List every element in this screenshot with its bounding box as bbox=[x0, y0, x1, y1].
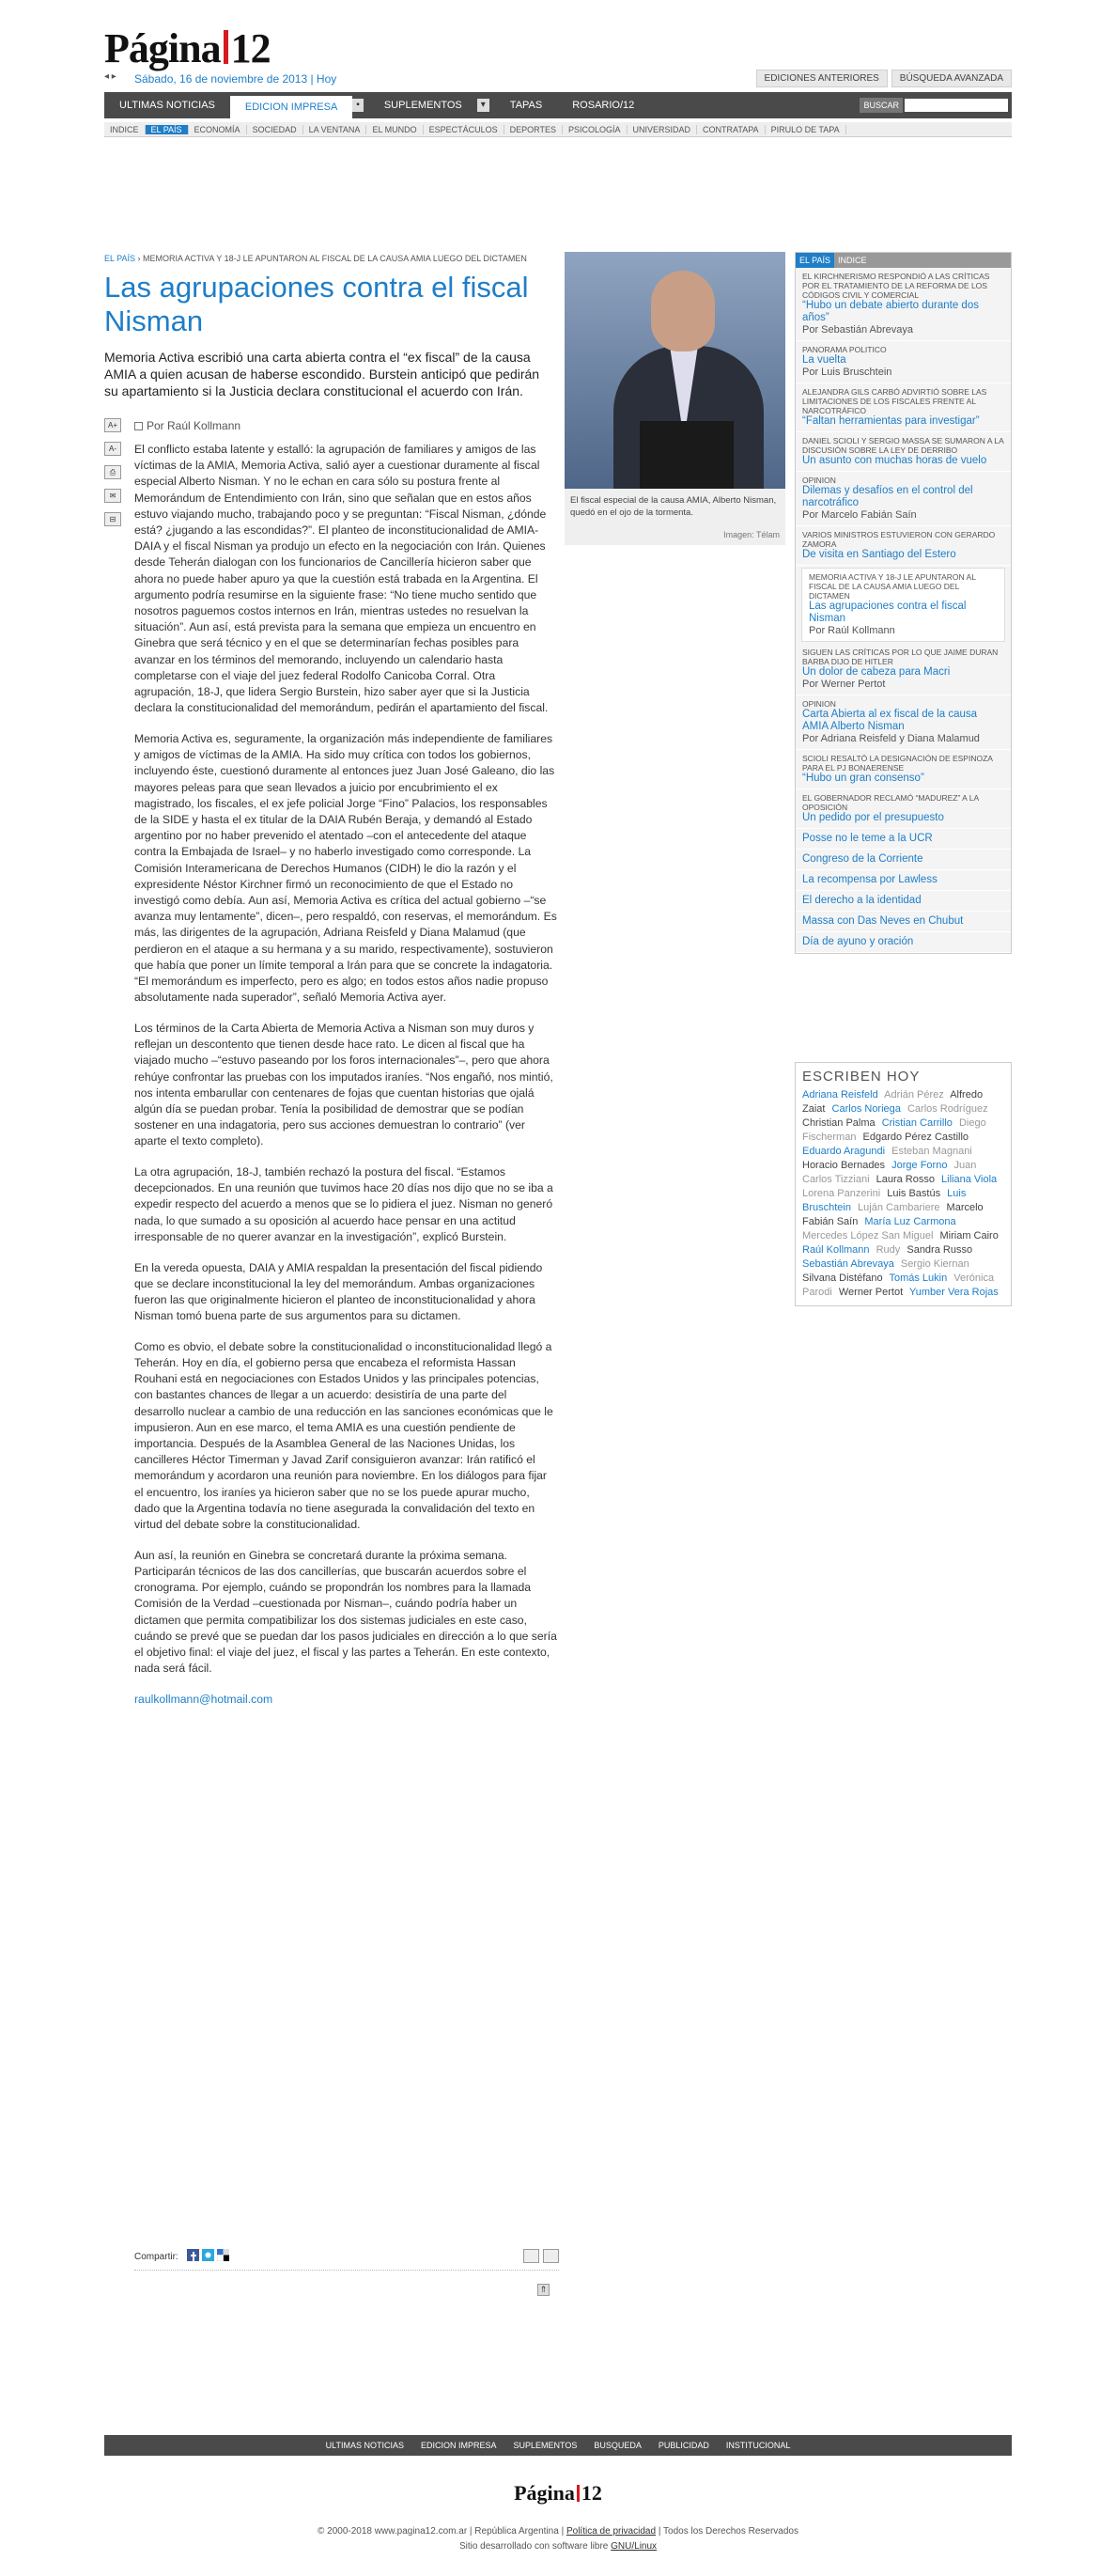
writer-link[interactable]: Adriana Reisfeld bbox=[802, 1089, 878, 1101]
section-index-sidebar bbox=[795, 252, 1012, 954]
footer-suplementos[interactable]: SUPLEMENTOS bbox=[513, 2441, 578, 2450]
sidebar-item bbox=[796, 912, 1011, 932]
sidebar-item-kicker: SCIOLI RESALTÓ LA DESIGNACIÓN DE ESPINOZA PARA EL PJ BONAERENSE bbox=[802, 754, 993, 773]
sidebar-item bbox=[796, 870, 1011, 891]
section-espectaculos[interactable]: ESPECTÁCULOS bbox=[424, 125, 504, 134]
sidebar-item-link[interactable]: El derecho a la identidad bbox=[802, 895, 922, 906]
sidebar-item bbox=[796, 789, 1011, 829]
expand-icon[interactable]: ▪ bbox=[352, 99, 364, 112]
article-body bbox=[134, 442, 557, 1708]
escriben-hoy-box bbox=[795, 1062, 1012, 1306]
writer-link[interactable]: Miriam Cairo bbox=[939, 1230, 999, 1241]
breadcrumb bbox=[104, 254, 527, 263]
sidebar-item-author: Por Luis Bruschtein bbox=[802, 367, 892, 378]
sidebar-item-kicker: EL GOBERNADOR RECLAMÓ “MADUREZ” A LA OPOSICIÓN bbox=[802, 793, 979, 812]
writer-link[interactable]: Christian Palma bbox=[802, 1117, 876, 1129]
photo-podium bbox=[640, 421, 734, 489]
section-la-ventana[interactable]: LA VENTANA bbox=[303, 125, 367, 134]
sidebar-item bbox=[796, 341, 1011, 383]
gnu-link[interactable]: GNU/Linux bbox=[611, 2541, 658, 2552]
sidebar-item-link[interactable]: “Hubo un debate abierto durante dos años” bbox=[802, 300, 979, 323]
article-paragraph: Los términos de la Carta Abierta de Memoria Activa a Nisman son muy duros y reflejan un descontento que tienen desde hace rato. Le dicen al fiscal que ha viajado mucho –“estuvo paseando por los foros internacionales”–, pero que ahora rehúye confrontar las pruebas con los imputados iraníes. “Nos engañó, nos mintió, nos intenta embarullar con centenares de fojas que cuentan historias que ojalá algún día se puedan probar. Tenía la posibilidad de demostrar que se podían sostener en una indagatoria, pero sus acciones demuestran lo contrario” (ver aparte el texto completo). bbox=[134, 1021, 553, 1148]
pdf-icon[interactable]: ⊟ bbox=[104, 512, 121, 526]
site-logo[interactable] bbox=[104, 24, 271, 72]
sidebar-item-link[interactable]: Posse no le teme a la UCR bbox=[802, 833, 933, 844]
sidebar-item-kicker: EL KIRCHNERISMO RESPONDIÓ A LAS CRÍTICAS POR EL TRATAMIENTO DE LA REFORMA DE LOS CÓDIGOS CIVIL Y COMERCIAL bbox=[802, 272, 990, 300]
sidebar-item-kicker: OPINION bbox=[802, 476, 836, 485]
logo-number: 12 bbox=[230, 25, 271, 71]
sidebar-item bbox=[796, 268, 1011, 341]
sidebar-item bbox=[796, 850, 1011, 870]
sidebar-item-author: Por Werner Pertot bbox=[802, 679, 886, 690]
share-bar bbox=[134, 2246, 559, 2271]
email-icon[interactable] bbox=[543, 2249, 559, 2263]
writer-link[interactable]: Eduardo Aragundi bbox=[802, 1146, 886, 1157]
delicious-icon[interactable] bbox=[217, 2249, 229, 2261]
writer-link[interactable]: Rudy bbox=[876, 1244, 901, 1256]
sidebar-item bbox=[796, 695, 1011, 750]
footer-edicion-impresa[interactable]: EDICION IMPRESA bbox=[420, 2441, 497, 2450]
sidebar-item bbox=[796, 644, 1011, 695]
writer-link[interactable]: Esteban Magnani bbox=[891, 1146, 972, 1157]
sidebar-item-kicker: MEMORIA ACTIVA Y 18-J LE APUNTARON AL FISCAL DE LA CAUSA AMIA LUEGO DEL DICTAMEN bbox=[809, 572, 976, 601]
sidebar-item-link[interactable]: Congreso de la Corriente bbox=[802, 853, 923, 865]
article-paragraph: En la vereda opuesta, DAIA y AMIA respaldan la presentación del fiscal pidiendo que se declare inconstitucional la ley del memorándum. Ambas organizaciones fueron las que originalmente hicieron el planteo de inconstitucionalidad y ahora Nisman tomó buena parte de sus argumentos para su dictamen. bbox=[134, 1260, 543, 1323]
section-psicologia[interactable]: PSICOLOGÍA bbox=[563, 125, 628, 134]
sidebar-item-link[interactable]: Un dolor de cabeza para Macri bbox=[802, 666, 951, 678]
sidebar-item bbox=[801, 568, 1005, 642]
date-nav-arrows-icon[interactable]: ◂ ▸ bbox=[104, 71, 116, 82]
tab-el-pais[interactable]: EL PAÍS bbox=[796, 253, 834, 268]
writer-link[interactable]: Sergio Kiernan bbox=[900, 1258, 969, 1270]
writer-link[interactable]: Horacio Bernades bbox=[802, 1160, 886, 1171]
footer-logo-bar bbox=[577, 2485, 580, 2502]
search-box bbox=[856, 92, 1012, 118]
busqueda-avanzada-link[interactable]: BÚSQUEDA AVANZADA bbox=[891, 70, 1012, 87]
sidebar-item-kicker: OPINION bbox=[802, 699, 836, 709]
writer-link[interactable]: Verónica Parodi bbox=[802, 1272, 995, 1298]
writer-link[interactable]: Juan Carlos Tizziani bbox=[802, 1160, 977, 1185]
email-icon[interactable]: ✉ bbox=[104, 489, 121, 503]
article-lead: Memoria Activa escribió una carta abierta contra el “ex fiscal” de la causa AMIA a quien acusan de haberse escondido. Burstein anticipó que pedirán su apartamiento si la Justicia declara constitucional el acuerdo con Irán. bbox=[104, 350, 540, 398]
sidebar-item-kicker: DANIEL SCIOLI Y SERGIO MASSA SE SUMARON A LA DISCUSIÓN SOBRE LA LEY DE DERRIBO bbox=[802, 436, 1004, 455]
writer-link[interactable]: Luis Bruschtein bbox=[802, 1188, 967, 1213]
article-paragraph: Aun así, la reunión en Ginebra se concretará durante la próxima semana. Participarán técnicos de las dos cancillerías, que buscarán acuerdos sobre el cronograma. Por ejemplo, cuándo se propondrán los nombres para la llamada Comisión de la Verdad –cuestionada por Nisman–, cuándo podría haber un dictamen que permita compatibilizar los dos sistemas judiciales en este caso, cuándo se prevé que se puedan dar los pasos judiciales en dirección a lo que sería el objetivo final: el viaje del juez, el fiscal y las partes a Teherán. En este contexto, nada será fácil. bbox=[134, 1548, 557, 1676]
footer-institucional[interactable]: INSTITUCIONAL bbox=[725, 2441, 791, 2450]
writer-link[interactable]: Laura Rosso bbox=[876, 1174, 935, 1185]
writer-link[interactable]: Alfredo Zaiat bbox=[802, 1089, 984, 1115]
writer-link[interactable]: Werner Pertot bbox=[838, 1287, 904, 1298]
sidebar-item bbox=[796, 829, 1011, 850]
section-el-pais[interactable]: EL PAÍS bbox=[146, 125, 189, 134]
sidebar-item bbox=[796, 432, 1011, 472]
footer-publicidad[interactable]: PUBLICIDAD bbox=[658, 2441, 709, 2450]
photo-credit: Imagen: Télam bbox=[723, 530, 780, 539]
sidebar-item-author: Por Marcelo Fabián Saín bbox=[802, 509, 917, 521]
sidebar-item-link[interactable]: Un asunto con muchas horas de vuelo bbox=[802, 455, 987, 466]
nav-edicion-impresa[interactable]: EDICION IMPRESA bbox=[230, 96, 352, 118]
nav-ultimas-noticias[interactable]: ULTIMAS NOTICIAS bbox=[119, 100, 215, 111]
sidebar-item-author: Por Adriana Reisfeld y Diana Malamud bbox=[802, 733, 980, 744]
rights-text: | Todos los Derechos Reservados bbox=[658, 2526, 798, 2537]
nav-suplementos[interactable]: SUPLEMENTOS bbox=[383, 100, 462, 111]
writer-link[interactable]: Tomás Lukin bbox=[889, 1272, 948, 1284]
facebook-icon[interactable] bbox=[187, 2249, 199, 2261]
writer-link[interactable]: Yumber Vera Rojas bbox=[909, 1287, 999, 1298]
sidebar-item bbox=[796, 472, 1011, 526]
section-economia[interactable]: ECONOMÍA bbox=[189, 125, 247, 134]
writer-link[interactable]: Cristian Carrillo bbox=[881, 1117, 953, 1129]
footer-logo-number: 12 bbox=[581, 2481, 602, 2505]
writer-link[interactable]: Liliana Viola bbox=[941, 1174, 998, 1185]
logo-bar bbox=[224, 30, 228, 64]
breadcrumb-text: › MEMORIA ACTIVA Y 18-J LE APUNTARON AL FISCAL DE LA CAUSA AMIA LUEGO DEL DICTAMEN bbox=[137, 254, 527, 263]
footer-nav bbox=[104, 2435, 1012, 2456]
share-label: Compartir: bbox=[134, 2252, 178, 2262]
writer-link[interactable]: Raúl Kollmann bbox=[802, 1244, 870, 1256]
section-deportes[interactable]: DEPORTES bbox=[504, 125, 563, 134]
sidebar-item-link[interactable]: “Hubo un gran consenso” bbox=[802, 773, 924, 784]
sidebar-item-link[interactable]: Un pedido por el presupuesto bbox=[802, 812, 944, 823]
current-date[interactable]: Sábado, 16 de noviembre de 2013 | Hoy bbox=[134, 72, 337, 86]
main-nav bbox=[104, 92, 1012, 118]
sidebar-item-link[interactable]: “Faltan herramientas para investigar” bbox=[802, 415, 980, 427]
article-photo[interactable] bbox=[565, 252, 785, 489]
section-contratapa[interactable]: CONTRATAPA bbox=[697, 125, 766, 134]
writer-link[interactable]: Carlos Rodríguez bbox=[907, 1103, 988, 1115]
writer-link[interactable]: Silvana Distéfano bbox=[802, 1272, 883, 1284]
print-icon[interactable] bbox=[523, 2249, 539, 2263]
sidebar-item bbox=[796, 526, 1011, 566]
section-universidad[interactable]: UNIVERSIDAD bbox=[628, 125, 698, 134]
article-paragraph: Memoria Activa es, seguramente, la organización más independiente de familiares y amigos de víctimas de la AMIA. Ha sido muy crítica con todos los gobiernos, incluyendo éste, cuestionó duramente al entonces juez Juan José Galeano, dio las mayores peleas para que sean llevados a juicio por encubrimiento el ex magistrado, los fiscales, el ex jefe policial Jorge “Fino” Palacios, los responsables de la SIDE y hasta el ex titular de la DAIA Rubén Beraja, y demandó al Estado argentino por no haber prevenido el atentado –con el antecedente del ataque contra la Embajada de Israel– y no haberlo investigado como corresponde. La Comisión Interamericana de Derechos Humanos (CIDH) le dio la razón y el expresidente Néstor Kirchner firmó un reconocimiento de que el Estado no investigó como debía. Aun así, Memoria Activa es crítica del actual gobierno –“se avanza muy lentamente”, dicen–, pero respaldó, con reservas, el memorándum. Es más, las dirigentes de la agrupación, Adriana Reisfeld y Diana Malamud (que perdieron en el ataque a su hermana y a su marido, respectivamente), sostuvieron que había que poner un límite temporal a Irán para que se concrete la indagatoria. “El memorándum es imperfecto, pero es algo; en todos estos años nadie propuso absolutamente nada superador”, señaló Memoria Activa ayer. bbox=[134, 731, 557, 1005]
footer-busqueda[interactable]: BUSQUEDA bbox=[594, 2441, 642, 2450]
ediciones-anteriores-link[interactable]: EDICIONES ANTERIORES bbox=[756, 70, 888, 87]
writer-link[interactable]: Diego Fischerman bbox=[802, 1117, 986, 1143]
section-pirulo[interactable]: PIRULO DE TAPA bbox=[766, 125, 846, 134]
writer-link[interactable]: Mercedes López San Miguel bbox=[802, 1230, 934, 1241]
twitter-icon[interactable] bbox=[202, 2249, 214, 2261]
writer-link[interactable]: Sandra Russo bbox=[907, 1244, 973, 1256]
section-sociedad[interactable]: SOCIEDAD bbox=[247, 125, 303, 134]
dropdown-icon[interactable]: ▾ bbox=[477, 99, 489, 112]
print-icon[interactable]: ⎙ bbox=[104, 465, 121, 479]
sidebar-item bbox=[796, 750, 1011, 789]
photo-caption bbox=[565, 489, 785, 545]
logo-text: Página bbox=[104, 25, 221, 71]
writer-link[interactable]: Edgardo Pérez Castillo bbox=[862, 1132, 969, 1143]
privacy-link[interactable]: Política de privacidad bbox=[566, 2526, 657, 2537]
sidebar-item-link[interactable]: Dilemas y desafíos en el control del narcotráfico bbox=[802, 485, 973, 508]
article-tools bbox=[104, 418, 125, 536]
article-paragraph: Como es obvio, el debate sobre la constitucionalidad o inconstitucionalidad llegó a Teherán. Hoy en día, el gobierno persa que encabeza el reformista Hassan Rouhani está en negociaciones con Estados Unidos y las principales potencias, con bastantes chances de llegar a un acuerdo: desistiría de una parte del desarrollo nuclear a cambio de una reducción en las sanciones económicas que le impusieron. Aun en ese marco, el tema AMIA es una cuestión pendiente de importancia. Después de la Asamblea General de las Naciones Unidas, los cancilleres Héctor Timerman y Javad Zarif consiguieron avanzar: Irán ratificó el memorándum y acordaron una reunión para noviembre. En los diálogos para fijar el encuentro, los iraníes ya hicieron saber que no se los puede apurar mucho, dado que la Argentina todavía no tiene asegurada la convalidación del texto en virtud del debate sobre la constitucionalidad. bbox=[134, 1339, 553, 1532]
sidebar-item-author: Por Raúl Kollmann bbox=[809, 625, 895, 636]
writer-link[interactable]: Lorena Panzerini bbox=[802, 1188, 881, 1199]
footer-logo-text: Página bbox=[514, 2481, 575, 2505]
byline bbox=[134, 419, 240, 432]
copyright bbox=[104, 2524, 1012, 2554]
date-bar bbox=[104, 70, 1012, 88]
section-indice[interactable]: INDICE bbox=[104, 125, 146, 134]
article-paragraph: La otra agrupación, 18-J, también rechazó la postura del fiscal. “Estamos decepcionados. En una reunión que tuvimos hace 20 días nos dijo que no se iba a expedir respecto del acuerdo a menos que se lo pidiera el juez. Nisman no generó nada, lo que sumado a su oposición al acuerdo hace pensar en una actitud irresponsable de no querer avanzar en la investigación”, explicó Burstein. bbox=[134, 1165, 553, 1243]
copyright-text: © 2000-2018 www.pagina12.com.ar | República Argentina | bbox=[318, 2526, 565, 2537]
author-email-link[interactable]: raulkollmann@hotmail.com bbox=[134, 1692, 273, 1706]
share-tools bbox=[523, 2249, 559, 2263]
back-to-top-icon[interactable]: ⇑ bbox=[537, 2284, 550, 2296]
breadcrumb-section[interactable]: EL PAÍS bbox=[104, 254, 136, 263]
sidebar-item-link[interactable]: La vuelta bbox=[802, 354, 846, 366]
writer-link[interactable]: Luján Cambariere bbox=[858, 1202, 940, 1213]
writers-list bbox=[802, 1088, 1004, 1300]
writer-link[interactable]: Adrián Pérez bbox=[884, 1089, 944, 1101]
tab-indice[interactable]: INDICE bbox=[838, 256, 867, 265]
nav-rosario12[interactable]: ROSARIO/12 bbox=[572, 100, 635, 111]
sidebar-item-link[interactable]: De visita en Santiago del Estero bbox=[802, 549, 956, 560]
writer-link[interactable]: María Luz Carmona bbox=[864, 1216, 956, 1227]
writer-link[interactable]: Sebastián Abrevaya bbox=[802, 1258, 894, 1270]
writer-link[interactable]: Luis Bastús bbox=[887, 1188, 941, 1199]
sidebar-item-kicker: SIGUEN LAS CRÍTICAS POR LO QUE JAIME DURAN BARBA DIJO DE HITLER bbox=[802, 648, 999, 666]
software-text: Sitio desarrollado con software libre bbox=[458, 2541, 609, 2552]
writer-link[interactable]: Carlos Noriega bbox=[831, 1103, 901, 1115]
sidebar-list bbox=[796, 268, 1011, 953]
sidebar-item-kicker: ALEJANDRA GILS CARBÓ ADVIRTIÓ SOBRE LAS LIMITACIONES DE LOS FISCALES FRENTE AL NARCOTRÁFICO bbox=[802, 387, 987, 415]
search-button[interactable]: BUSCAR bbox=[860, 98, 903, 113]
writer-link[interactable]: Marcelo Fabián Saín bbox=[802, 1202, 984, 1227]
sidebar-item-kicker: PANORAMA POLITICO bbox=[802, 345, 887, 354]
footer-logo[interactable] bbox=[104, 2481, 1012, 2506]
author-name: Por Raúl Kollmann bbox=[147, 419, 241, 432]
author-icon bbox=[134, 422, 143, 430]
sidebar-item-kicker: VARIOS MINISTROS ESTUVIERON CON GERARDO ZAMORA bbox=[802, 530, 996, 549]
sidebar-item bbox=[796, 891, 1011, 912]
sidebar-item-link[interactable]: Las agrupaciones contra el fiscal Nisman bbox=[809, 601, 967, 624]
section-nav bbox=[104, 122, 1012, 137]
sidebar-item-link[interactable]: Massa con Das Neves en Chubut bbox=[802, 915, 964, 927]
font-increase-icon[interactable]: A+ bbox=[104, 418, 121, 432]
sidebar-item-link[interactable]: Carta Abierta al ex fiscal de la causa AMIA Alberto Nisman bbox=[802, 709, 978, 732]
article-paragraph: El conflicto estaba latente y estalló: la agrupación de familiares y amigos de las víctimas de la AMIA, Memoria Activa, salió ayer a cuestionar duramente al fiscal especial Alberto Nisman. Y no le echan en cara sólo su postura frente al Memorándum de Entendimiento con Irán, sino que señalan que en estos años estuvo viajando mucho, trabajando poco y se preguntan: “Fiscal Nisman, ¿dónde está? ¿jugando a las escondidas?”. El planteo de inconstitucionalidad de AMIA-DAIA y el fiscal Nisman ya produjo un efecto en la negociación con Irán. Quienes desde Teherán dialogan con los funcionarios de Cancillería hicieron saber que ahora no puede haber apuro ya que la cuestión está trabada en la Argentina. El argumento podría resumirse en la siguiente frase: “No tiene mucho sentido que nosotros paguemos costos internos en Irán, mientras ustedes no resuelvan la situación”. Aun así, está prevista para la semana que empieza un encuentro en Ginebra que será técnico y en el que se determinarían fechas posibles para avanzar en los términos del memorando, incluyendo un calendario hasta completarse con el viaje del juez federal Rodolfo Canicoba Corral. Otra agrupación, 18-J, que lidera Sergio Burstein, hizo saber ayer que si la Justicia declara la constitucionalidad del memorándum, pedirán el apartamiento del fiscal. bbox=[134, 443, 549, 715]
photo-head bbox=[651, 271, 715, 351]
section-el-mundo[interactable]: EL MUNDO bbox=[366, 125, 423, 134]
footer-ultimas-noticias[interactable]: ULTIMAS NOTICIAS bbox=[325, 2441, 404, 2450]
writer-link[interactable]: Jorge Forno bbox=[891, 1160, 948, 1171]
sidebar-tabs bbox=[796, 253, 1011, 268]
search-input[interactable] bbox=[905, 99, 1008, 112]
sidebar-item-link[interactable]: Día de ayuno y oración bbox=[802, 936, 914, 947]
escriben-title: ESCRIBEN HOY bbox=[802, 1069, 921, 1085]
sidebar-item bbox=[796, 383, 1011, 432]
sidebar-item-link[interactable]: La recompensa por Lawless bbox=[802, 874, 938, 885]
nav-tapas[interactable]: TAPAS bbox=[509, 100, 543, 111]
sidebar-item-author: Por Sebastián Abrevaya bbox=[802, 324, 914, 336]
sidebar-item bbox=[796, 932, 1011, 953]
caption-text: El fiscal especial de la causa AMIA, Alberto Nisman, quedó en el ojo de la tormenta. bbox=[570, 495, 777, 518]
font-decrease-icon[interactable]: A- bbox=[104, 442, 121, 456]
article-title: Las agrupaciones contra el fiscal Nisman bbox=[104, 271, 529, 337]
